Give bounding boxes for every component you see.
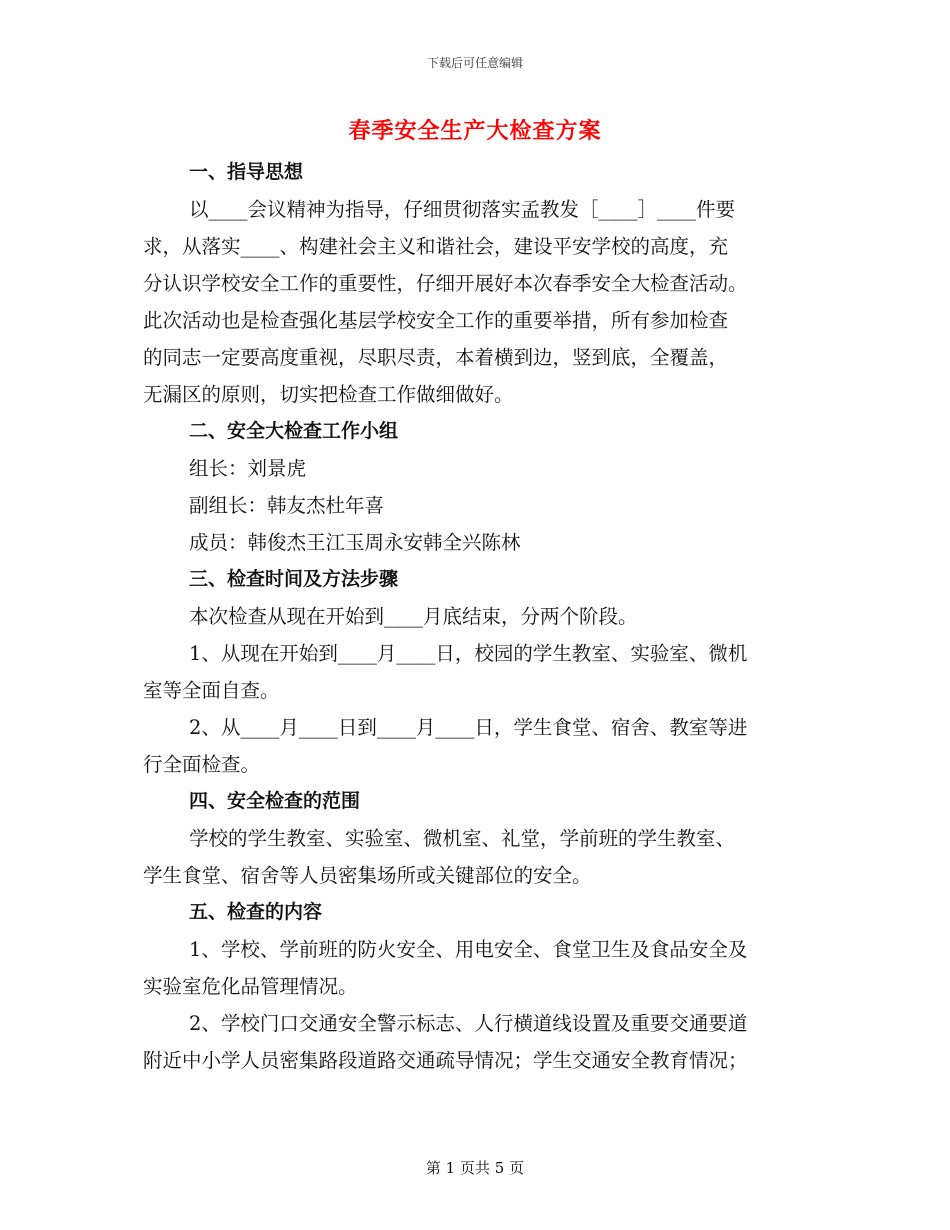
content-item-1-line: 实验室危化品管理情况。 [143,975,358,998]
section-heading-inspection-team: 二、安全大检查工作小组 [189,420,399,442]
paragraph-line: 此次活动也是检查强化基层学校安全工作的重要举措，所有参加检查 [143,309,729,332]
team-members: 成员：韩俊杰王江玉周永安韩全兴陈林 [189,531,521,554]
paragraph-line: 学校的学生教室、实验室、微机室、礼堂，学前班的学生教室、 [189,827,736,850]
step-2-line: 行全面检查。 [143,753,261,776]
content-item-2-line: 2、学校门口交通安全警示标志、人行横道线设置及重要交通要道 [189,1012,748,1035]
section-heading-time-and-steps: 三、检查时间及方法步骤 [189,568,399,590]
paragraph-line: 本次检查从现在开始到____月底结束，分两个阶段。 [189,605,638,628]
document-body [143,154,813,1079]
section-heading-inspection-content: 五、检查的内容 [189,901,323,923]
paragraph-line: 无漏区的原则，切实把检查工作做细做好。 [143,383,514,406]
team-deputy: 副组长：韩友杰杜年喜 [189,494,385,517]
step-2-line: 2、从____月____日到____月____日，学生食堂、宿舍、教室等进 [189,716,748,739]
paragraph-line: 的同志一定要高度重视，尽职尽责，本着横到边，竖到底，全覆盖， [143,346,729,369]
section-heading-guiding-thought: 一、指导思想 [189,161,304,183]
section-heading-inspection-scope: 四、安全检查的范围 [189,790,361,812]
paragraph-line: 以____会议精神为指导，仔细贯彻落实孟教发［____］____件要 [189,198,736,221]
content-item-1-line: 1、学校、学前班的防火安全、用电安全、食堂卫生及食品安全及 [189,938,748,961]
step-1-line: 1、从现在开始到____月____日，校园的学生教室、实验室、微机 [189,642,748,665]
document-title: 春季安全生产大检查方案 [348,119,602,144]
content-item-2-line: 附近中小学人员密集路段道路交通疏导情况；学生交通安全教育情况； [143,1049,748,1072]
page-number: 第 1 页共 5 页 [425,1159,525,1177]
paragraph-line: 分认识学校安全工作的重要性，仔细开展好本次春季安全大检查活动。 [143,272,748,295]
team-leader: 组长：刘景虎 [189,457,307,480]
paragraph-line: 学生食堂、宿舍等人员密集场所或关键部位的安全。 [143,864,592,887]
step-1-line: 室等全面自查。 [143,679,280,702]
header-note: 下载后可任意编辑 [426,56,523,70]
paragraph-line: 求，从落实____、构建社会主义和谐社会，建设平安学校的高度，充 [143,235,729,258]
